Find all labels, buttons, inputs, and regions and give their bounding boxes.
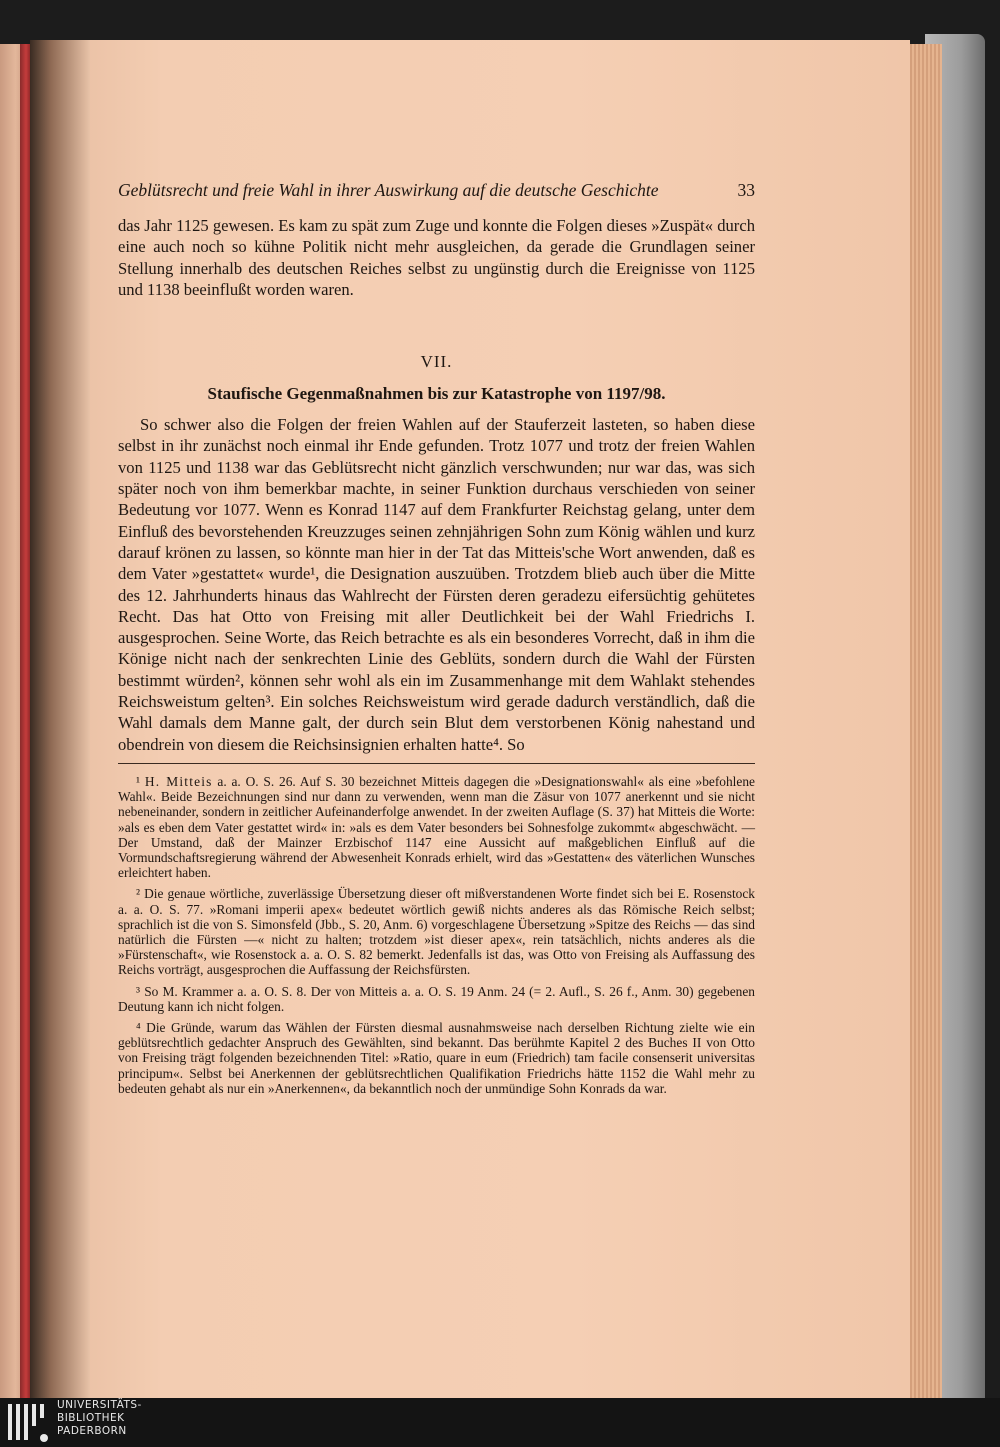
footnote-3 xyxy=(118,984,755,1014)
footnote-1 xyxy=(118,774,755,880)
footnote-text: Die Gründe, warum das Wählen der Fürsten diesmal ausnahmsweise nach derselben Richtung zielte wie ein geblütsrechtlich gedachter Anspruch des Gewählten, sind bekannt. Das berühmte Kapitel 2 des Buches II von Otto von Freising trägt folgenden bezeichnenden Titel: »Ratio, quare in eum (Friedrich) tam facile consenserit universitas principum«. Selbst bei Anerkennen der geblütsrechtlichen Qualifikation Friedrichs hätte 1152 die Wahl mehr zu bedeuten gehabt als nur ein »Anerkennen«, da bekanntlich noch der unmündige Sohn Konrads da war. xyxy=(118,1019,755,1096)
footnote-text: So M. Krammer a. a. O. S. 8. Der von Mitteis a. a. O. S. 19 Anm. 24 (= 2. Aufl., S. 26 f., Anm. 30) gegebenen Deutung kann ich nicht folgen. xyxy=(118,983,755,1014)
running-header xyxy=(118,180,755,201)
body-paragraph: So schwer also die Folgen der freien Wahlen auf der Stauferzeit lasteten, so haben diese selbst in ihr zunächst noch einmal ihr Ende gefunden. Trotz 1077 und trotz der freien Wahlen von 1125 und 1138 war das Geblütsrecht nicht gänzlich verschwunden; nur war das, was sich später noch von ihm bemerkbar machte, in seiner Funktion durchaus verschieden von seiner Bedeutung vor 1077. Wenn es Konrad 1147 auf dem Frankfurter Reichstag gelang, unter dem Einfluß des bevorstehenden Kreuzzuges seinen zehnjährigen Sohn zum König wählen und kurz darauf krönen zu lassen, so könnte man hier in der Tat das Mitteis'sche Wort anwenden, daß es dem Vater »gestattet« wurde¹, die Designation auszuüben. Trotzdem blieb auch über die Mitte des 12. Jahrhunderts hinaus das Wahlrecht der Fürsten deren geradezu eifersüchtig gehütetes Recht. Das hat Otto von Freising mit aller Deutlichkeit bei der Wahl Friedrichs I. ausgesprochen. Seine Worte, das Reich betrachte es als ein besonderes Vorrecht, daß in ihm die Könige nicht nach der senkrechten Linie des Geblüts, sondern durch die Wahl der Fürsten bestimmt würden², können sehr wohl als ein im Zusammenhange mit dem Wahlakt stehendes Reichsweistum gelten³. Ein solches Reichsweistum wird gerade dadurch verständlich, daß die Wahl damals dem Manne galt, der durch sein Blut dem verstorbenen König nahestand und obendrein von diesem die Reichsinsignien erhalten hatte⁴. So xyxy=(118,415,755,754)
page-content xyxy=(118,180,755,1102)
running-title: Geblütsrecht und freie Wahl in ihrer Auswirkung auf die deutsche Geschichte xyxy=(118,180,659,200)
footnote-author: H. Mitteis xyxy=(144,773,213,789)
chapter-title: Staufische Gegenmaßnahmen bis zur Katastrophe von 1197/98. xyxy=(207,384,666,404)
library-footer xyxy=(0,1398,1000,1447)
footnote-text: Die genaue wörtliche, zuverlässige Übersetzung dieser oft mißverstandenen Worte findet sich bei E. Rosenstock a. a. O. S. 77. »Romani imperii apex« bedeutet wörtlich gewiß nichts anderes als das Römische Reich selbst; sprachlich ist die von S. Simonsfeld (Jbb., S. 20, Anm. 6) vorgeschlagene Übersetzung »Spitze des Reichs — das sind natürlich die Fürsten —« nicht zu halten; trotzdem »ist dieser apex«, rein tatsächlich, nichts anderes als die »Fürstenschaft«, wie Rosenstock a. a. O. S. 82 bemerkt. Jedenfalls ist das, was Otto von Freising als Auffassung des Reichs vorträgt, ausgesprochen die Auffassung der Reichsfürsten. xyxy=(118,886,755,978)
footnote-divider xyxy=(118,763,755,764)
book-page xyxy=(60,40,910,1398)
library-logo-icon xyxy=(6,1400,50,1444)
logo-line-2: BIBLIOTHEK xyxy=(57,1412,125,1424)
logo-line-3: PADERBORN xyxy=(57,1425,127,1437)
footnote-mark: ¹ xyxy=(136,773,141,789)
footnote-mark: ³ xyxy=(136,983,141,999)
footnote-mark: ⁴ xyxy=(136,1019,141,1035)
logo-line-1: UNIVERSITÄTS- xyxy=(57,1399,142,1411)
footnote-text: a. a. O. S. 26. Auf S. 30 bezeichnet Mitteis dagegen die »Designationswahl« als eine »befohlene Wahl«. Beide Bezeichnungen sind nur dann zu verwenden, wenn man die Zäsur von 1077 anerkennt und sie nicht nebeneinander, sondern in zeitlicher Aufeinanderfolge anwendet. In der zweiten Auflage (S. 37) hat Mitteis die Worte: »als es eben dem Vater gestattet wird« in: »als es dem Vater besonders bei Sohnesfolge zukommt« abgeschwächt. — Der Umstand, daß der Mainzer Erzbischof 1147 eine Aussicht auf maßgeblichen Einfluß auf die Vormundschaftsregierung während der Abwesenheit Konrads erhielt, wird das »Gestatten« des väterlichen Wunsches erleichtert haben. xyxy=(118,773,755,881)
footnote-4 xyxy=(118,1020,755,1096)
chapter-number: VII. xyxy=(420,352,453,372)
footnote-2 xyxy=(118,886,755,977)
page-number: 33 xyxy=(737,180,755,200)
opening-paragraph: das Jahr 1125 gewesen. Es kam zu spät zum Zuge und konnte die Folgen dieses »Zuspät« durch eine auch noch so kühne Politik nicht mehr ausgleichen, da gerade die Grundlagen seiner Stellung innerhalb des deutschen Reiches selbst zu ungünstig durch die Ereignisse von 1125 und 1138 beeinflußt worden waren. xyxy=(118,216,755,299)
page-gutter-shadow xyxy=(30,40,90,1398)
library-logo-text xyxy=(57,1399,142,1438)
footnote-mark: ² xyxy=(136,886,141,902)
